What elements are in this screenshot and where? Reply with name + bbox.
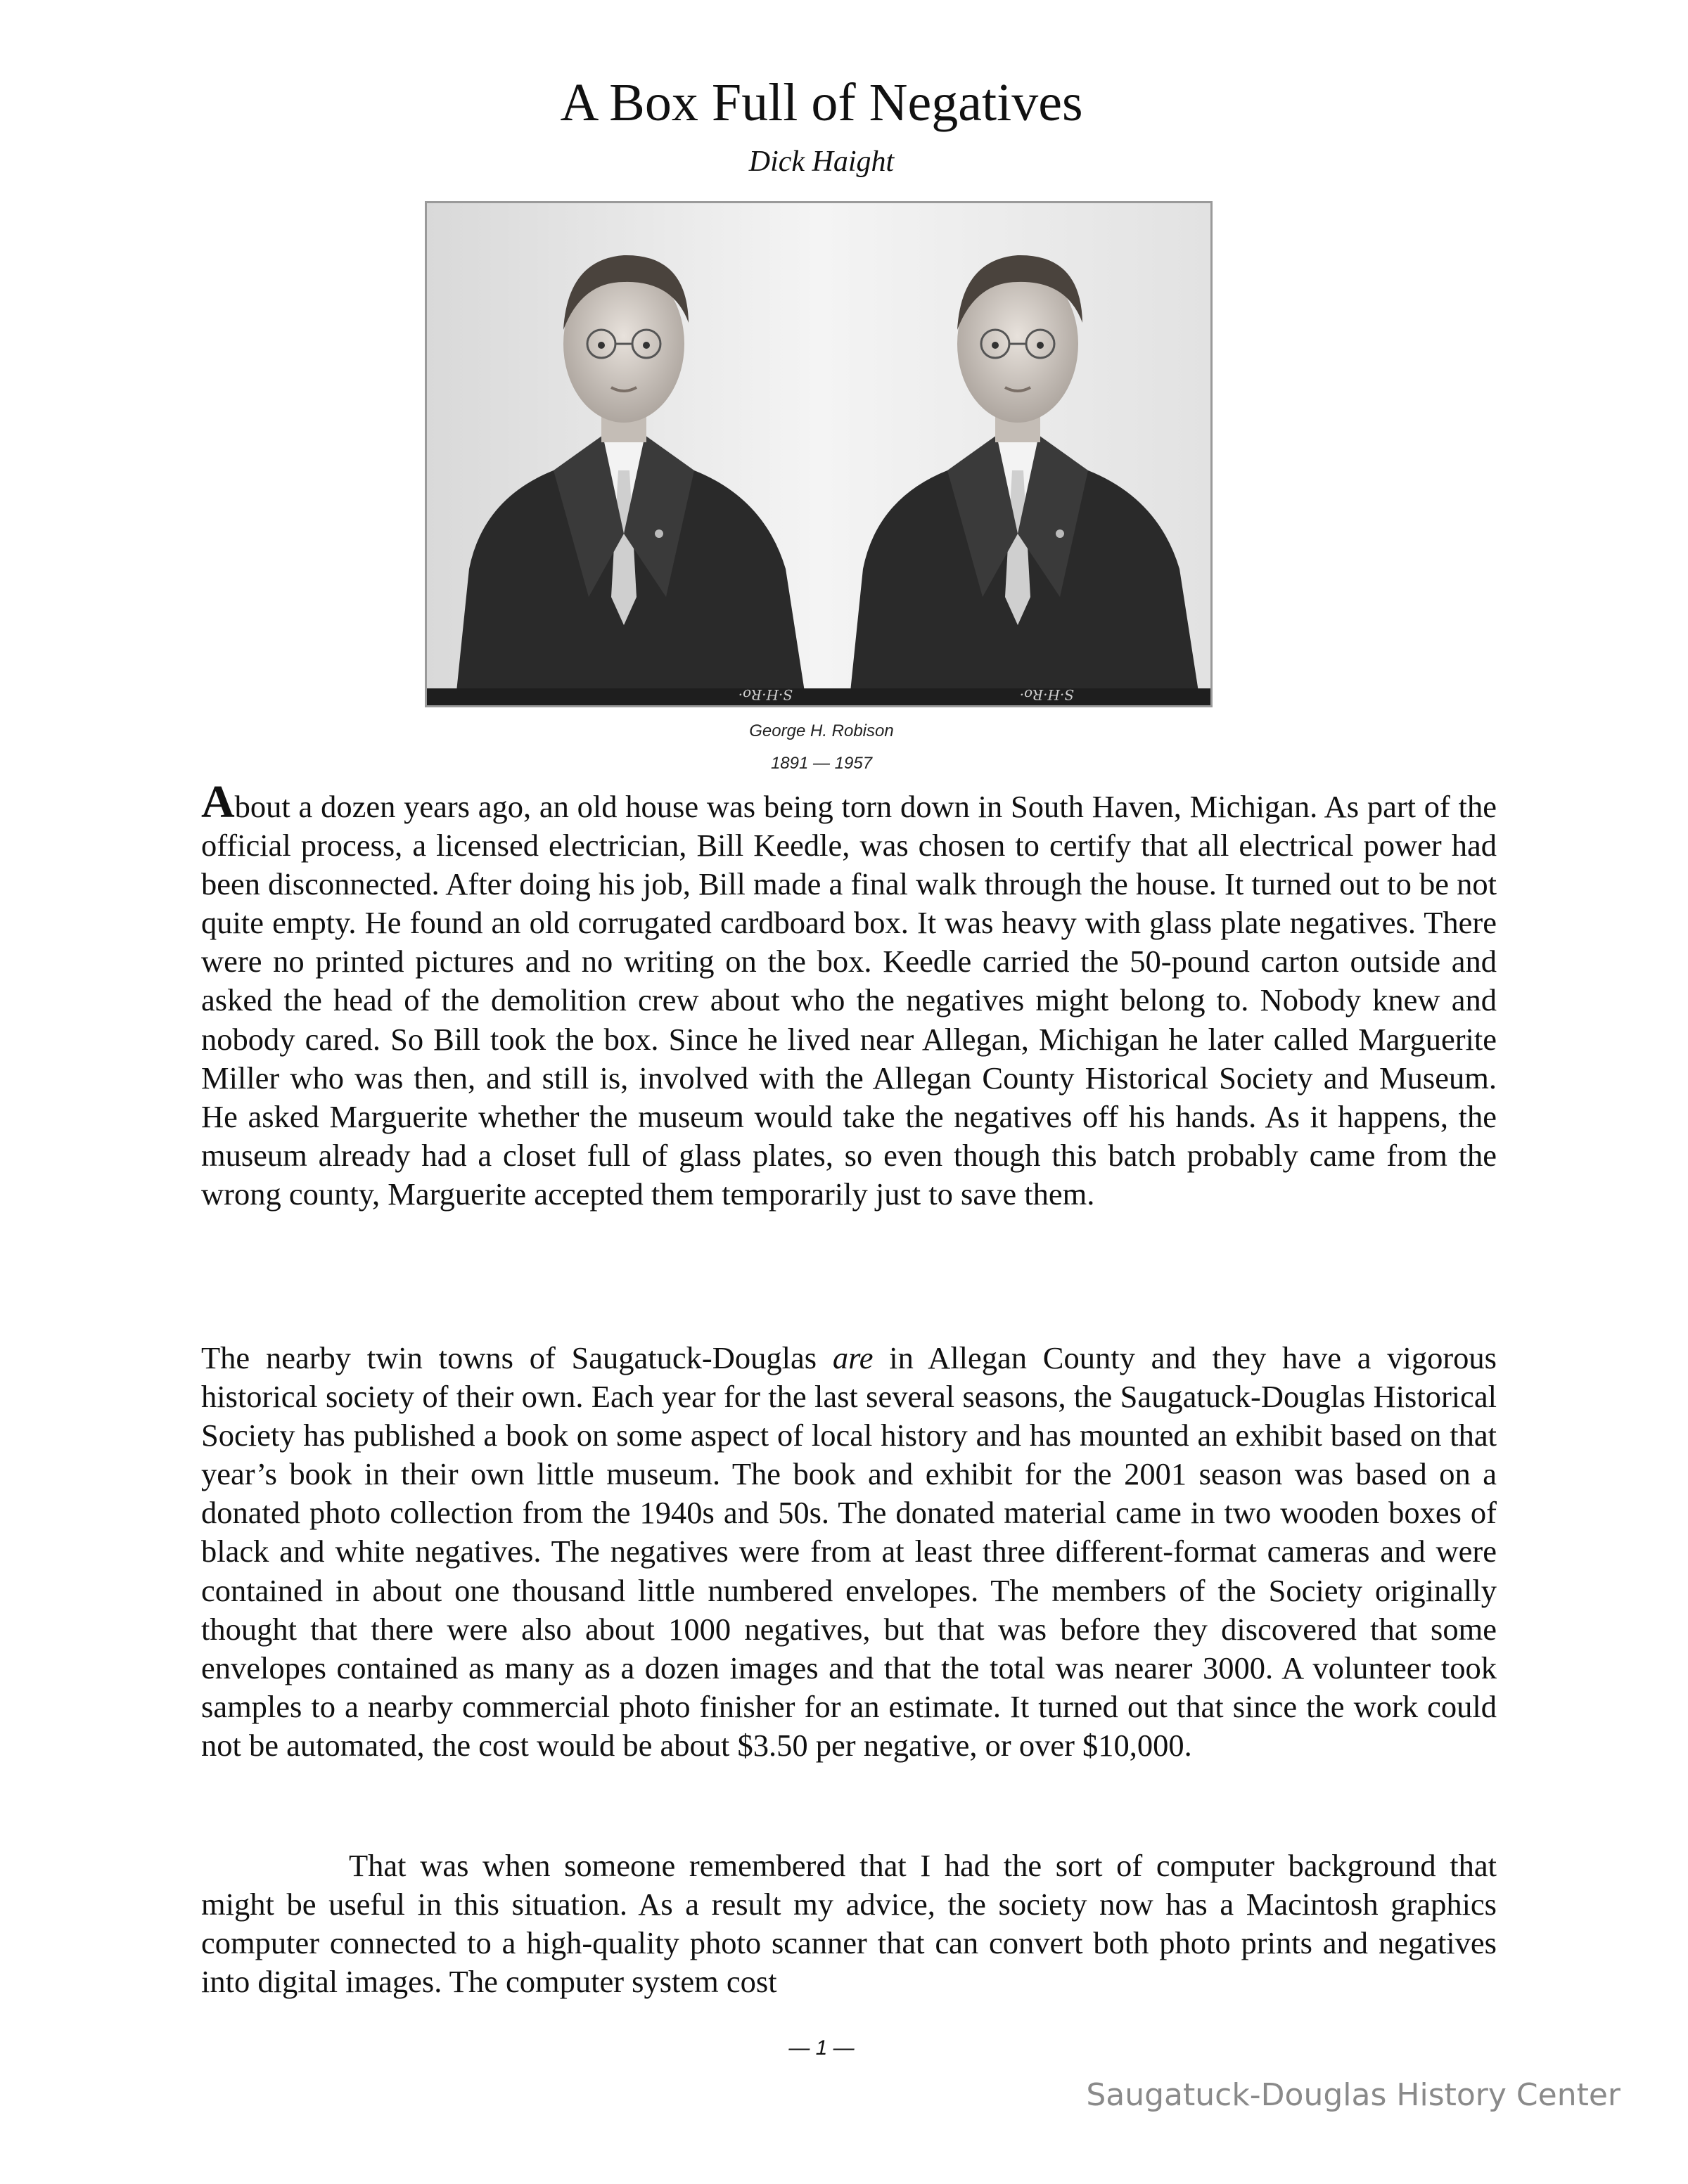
paragraph-1-text: bout a dozen years ago, an old house was being torn down in South Haven, Michigan. As part of the official process, a licensed electrician, Bill Keedle, was chosen to certify that all electrical power had been disconnected. After doing his job, Bill made a final walk through the house. It turned out to be not quite empty. He found an old corrugated cardboard box. It was heavy with glass plate negatives. There were no printed pictures and no writing on the box. Keedle carried the 50-pound carton outside and asked the head of the demolition crew about who the negatives might belong to. Nobody knew and nobody cared. So Bill took the box. Since he lived near Allegan, Michigan he later called Marguerite Miller who was then, and still is, involved with the Allegan County Historical Society and Museum. He asked Marguerite whether the museum would take the negatives off his hands. As it happens, the museum already had a closet full of glass plates, so even though this batch probably came from the wrong county, Marguerite accepted them temporarily just to save them. xyxy=(201,789,1497,1212)
article-author: Dick Haight xyxy=(748,146,895,178)
watermark: Saugatuck-Douglas History Center xyxy=(1086,2077,1620,2113)
page-number: — 1 — xyxy=(788,2036,855,2060)
photo-caption-name: George H. Robison xyxy=(749,721,894,740)
paragraph-2 xyxy=(201,1339,1497,1765)
paragraph-2-emphasis: are xyxy=(832,1340,874,1375)
paragraph-2-text-after: in Allegan County and they have a vigorous historical society of their own. Each year for the last several seasons, the Saugatuck-Douglas Historical Society has published a book on some aspect of local history and has mounted an exhibit based on that year’s book in their own little museum. The book and exhibit for the 2001 season was based on a donated photo collection from the 1940s and 50s. The donated material came in two wooden boxes of black and white negatives. The negatives were from at least three different-format cameras and were contained in about one thousand little numbered envelopes. The members of the Society originally thought that there were also about 1000 negatives, but that was before they discovered that some envelopes contained as many as a dozen images and that the total was nearer 3000. A volunteer took samples to a nearby commercial photo finisher for an estimate. It turned out that since the work could not be automated, the cost would be about $3.50 per negative, or over $10,000. xyxy=(201,1340,1497,1763)
paragraph-3: That was when someone remembered that I had the sort of computer background that might be useful in this situation. As a result my advice, the society now has a Macintosh graphics computer connected to a high-quality photo scanner that can convert both photo prints and negatives into digital images. The computer system cost xyxy=(201,1848,1497,2000)
plate-mark-left: S·H·Ro· xyxy=(738,686,793,703)
paragraph-2-text-before: The nearby twin towns of Saugatuck-Douglas xyxy=(201,1340,833,1375)
portrait-photograph xyxy=(425,201,1213,707)
paragraph-1 xyxy=(201,776,1497,1214)
drop-cap: A xyxy=(201,776,235,828)
photo-caption-dates: 1891 — 1957 xyxy=(770,754,873,773)
article-title: A Box Full of Negatives xyxy=(560,73,1083,132)
plate-mark-right: S·H·Ro· xyxy=(1019,686,1074,703)
stereo-portrait-image xyxy=(427,203,1210,705)
